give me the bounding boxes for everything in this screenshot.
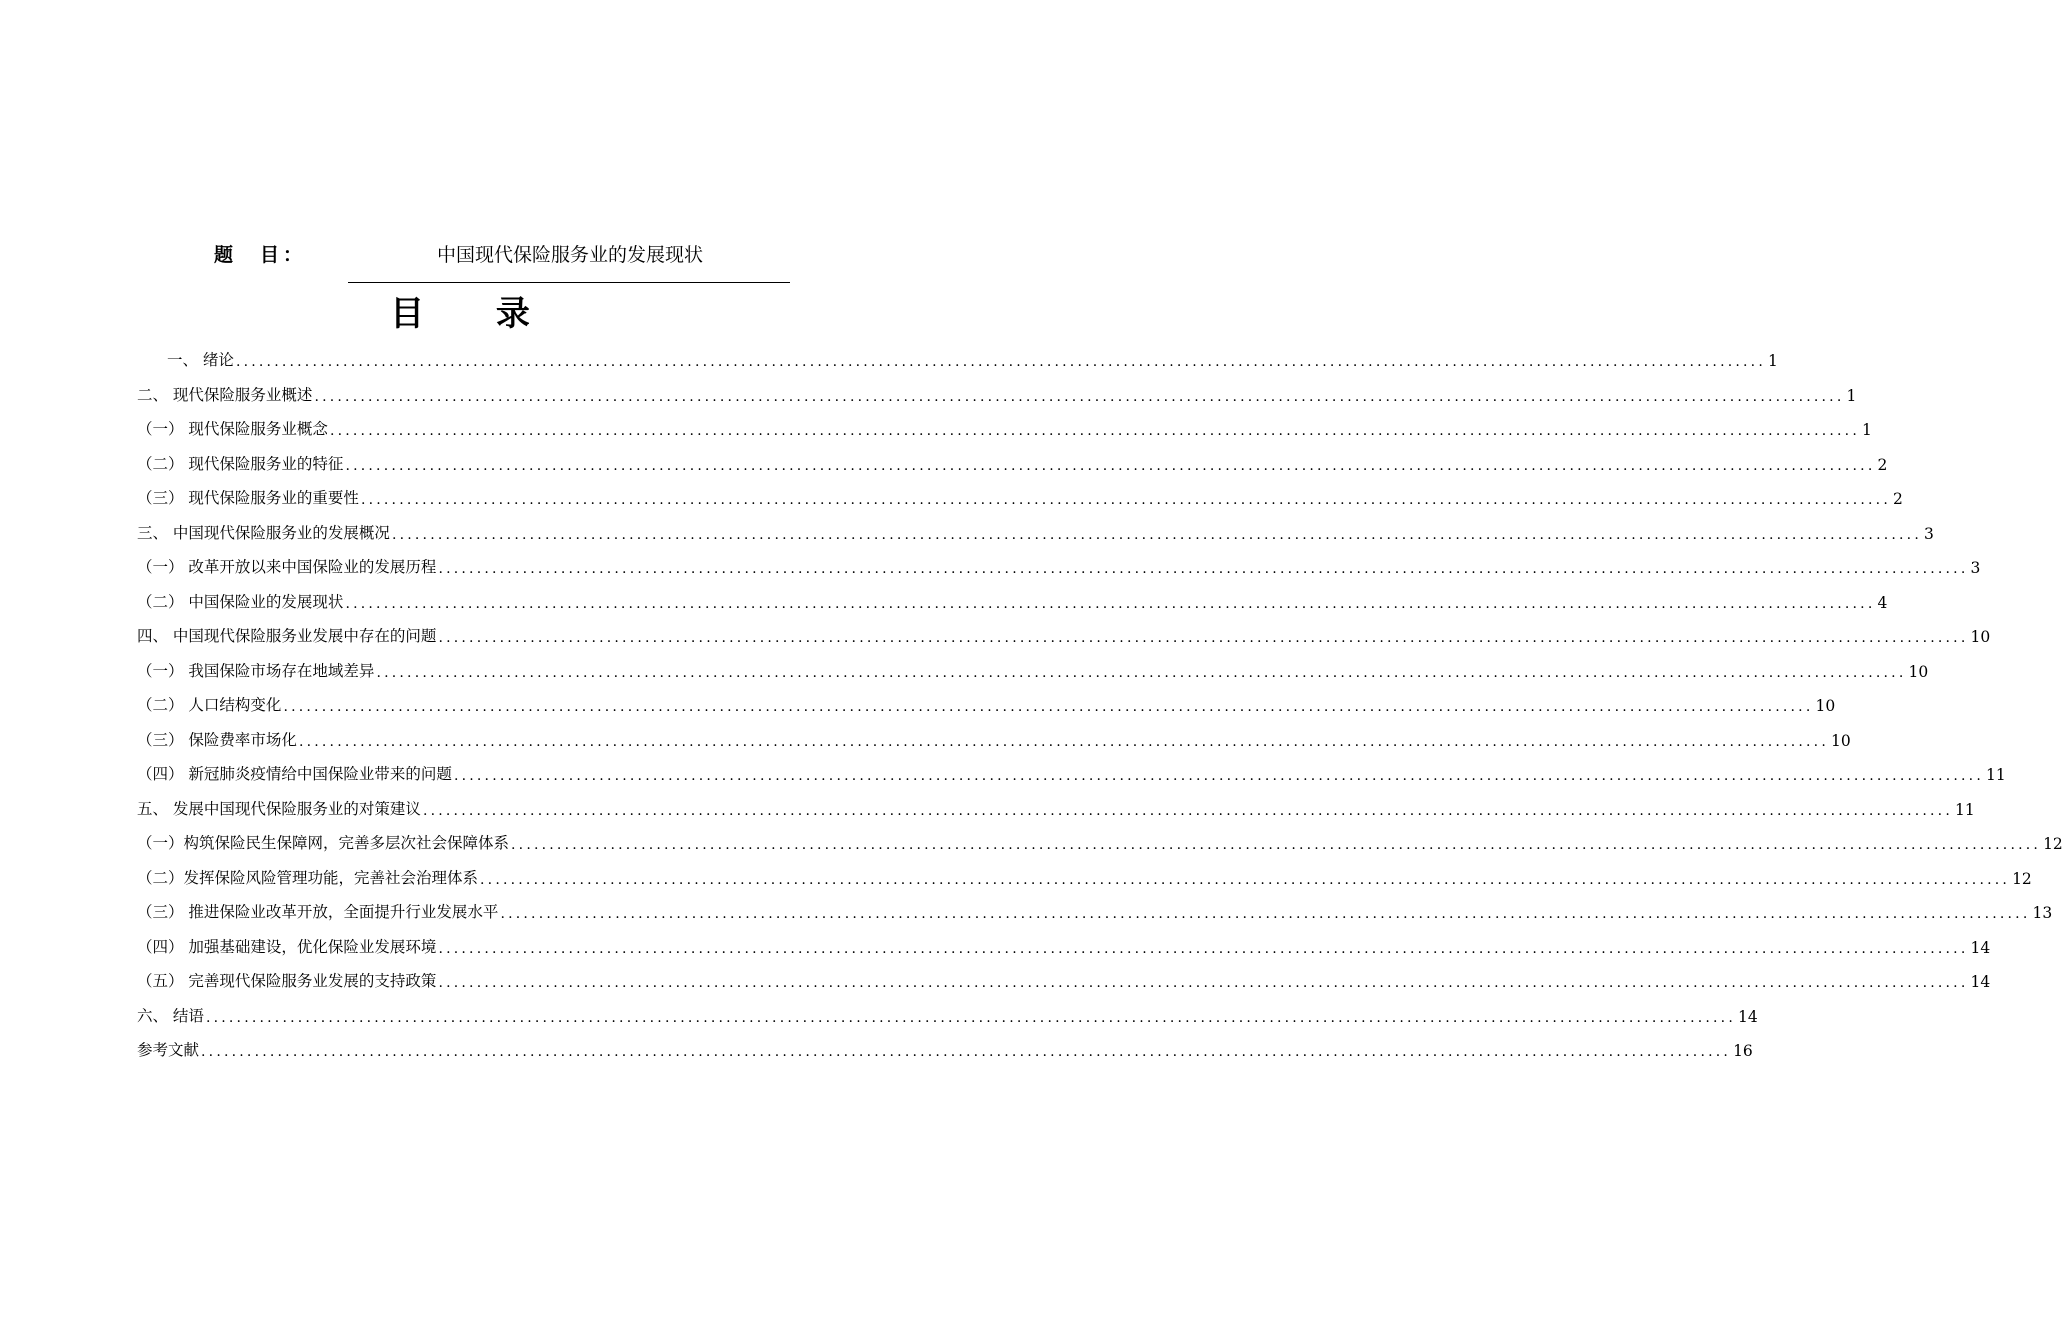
toc-item[interactable] xyxy=(167,346,1778,370)
toc-item[interactable] xyxy=(137,588,1888,612)
toc-item[interactable] xyxy=(137,898,2053,922)
toc-item-page: 3 xyxy=(1923,524,1934,543)
toc-item-page: 12 xyxy=(2043,835,2063,853)
toc-leader-dots: ........................................................................................................................................................................................................ xyxy=(453,768,1984,784)
title-row xyxy=(0,240,950,274)
toc-item-page: 1 xyxy=(1861,421,1872,439)
toc-leader-dots: ........................................................................................................................................................................................................ xyxy=(201,1044,1732,1060)
toc-item-label: （三） 推进保险业改革开放，全面提升行业发展水平 xyxy=(137,903,499,921)
toc-leader-dots: ........................................................................................................................................................................................................ xyxy=(376,664,1907,681)
toc-item-page: 3 xyxy=(1970,559,1981,577)
toc-item-page: 14 xyxy=(1970,973,1991,991)
toc-leader-dots: ........................................................................................................................................................................................................ xyxy=(391,526,1922,543)
toc-item[interactable] xyxy=(137,553,1981,577)
toc-leader-dots: ........................................................................................................................................................................................................ xyxy=(283,699,1814,715)
toc-item-page: 4 xyxy=(1877,593,1888,612)
toc-item-label: 一、 绪论 xyxy=(167,351,234,369)
toc-leader-dots: ........................................................................................................................................................................................................ xyxy=(345,595,1876,612)
toc-item[interactable] xyxy=(137,760,2006,784)
toc-item-page: 10 xyxy=(1830,731,1851,750)
toc-leader-dots: ........................................................................................................................................................................................................ xyxy=(511,837,2042,853)
toc-leader-dots: ........................................................................................................................................................................................................ xyxy=(235,354,1766,370)
toc-leader-dots: ........................................................................................................................................................................................................ xyxy=(500,906,2031,922)
toc-item-page: 11 xyxy=(1954,800,1975,819)
thesis-title: 中国现代保险服务业的发展现状 xyxy=(436,244,703,266)
toc-item-label: （四） 新冠肺炎疫情给中国保险业带来的问题 xyxy=(137,765,452,783)
toc-item-label: 五、 发展中国现代保险服务业的对策建议 xyxy=(137,799,421,818)
toc-item-label: 二、 现代保险服务业概述 xyxy=(137,385,313,404)
toc-item[interactable] xyxy=(137,726,1851,750)
toc-item-label: （二） 现代保险服务业的特征 xyxy=(137,454,344,473)
title-underline xyxy=(348,282,790,283)
toc-item-page: 10 xyxy=(1908,662,1929,681)
title-label: 题 目： xyxy=(214,244,307,266)
toc-item-label: 三、 中国现代保险服务业的发展概况 xyxy=(137,523,390,542)
toc-item-label: （三） 保险费率市场化 xyxy=(137,730,297,749)
toc-item-page: 10 xyxy=(1815,697,1836,715)
toc-item-label: （二）发挥保险风险管理功能，完善社会治理体系 xyxy=(137,868,479,887)
toc-heading: 目 录 xyxy=(390,294,560,334)
toc-leader-dots: ........................................................................................................................................................................................................ xyxy=(314,388,1845,405)
toc-leader-dots: ........................................................................................................................................................................................................ xyxy=(422,802,1953,819)
toc-item-label: （一） 现代保险服务业概念 xyxy=(137,420,328,438)
toc-item-label: （四） 加强基础建设，优化保险业发展环境 xyxy=(137,937,437,956)
toc-item-page: 16 xyxy=(1733,1042,1753,1060)
toc-item-page: 11 xyxy=(1985,766,2006,784)
toc-item[interactable] xyxy=(137,622,1991,646)
toc-item-label: （二） 人口结构变化 xyxy=(137,696,282,714)
toc-item-page: 1 xyxy=(1767,352,1778,370)
toc-leader-dots: ........................................................................................................................................................................................................ xyxy=(298,733,1829,750)
toc-leader-dots: ........................................................................................................................................................................................................ xyxy=(438,940,1969,957)
toc-item-page: 14 xyxy=(1737,1007,1758,1026)
toc-item-label: 参考文献 xyxy=(137,1041,200,1059)
toc-item-label: （一） 改革开放以来中国保险业的发展历程 xyxy=(137,558,437,576)
toc-leader-dots: ........................................................................................................................................................................................................ xyxy=(205,1009,1736,1026)
toc-item-label: （三） 现代保险服务业的重要性 xyxy=(137,489,359,507)
toc-item[interactable] xyxy=(137,381,1857,405)
toc-item-page: 2 xyxy=(1892,490,1903,508)
toc-item[interactable] xyxy=(137,1036,1753,1060)
toc-item[interactable] xyxy=(137,933,1991,957)
toc-item-label: （一） 我国保险市场存在地域差异 xyxy=(137,661,375,680)
toc-item[interactable] xyxy=(137,519,1934,543)
toc-leader-dots: ........................................................................................................................................................................................................ xyxy=(438,561,1969,577)
toc-item-page: 14 xyxy=(1970,938,1991,957)
toc-leader-dots: ........................................................................................................................................................................................................ xyxy=(329,423,1860,439)
toc-leader-dots: ........................................................................................................................................................................................................ xyxy=(345,457,1876,474)
toc-item[interactable] xyxy=(137,450,1888,474)
toc-item[interactable] xyxy=(137,657,1929,681)
toc-item[interactable] xyxy=(137,967,1991,991)
toc-leader-dots: ........................................................................................................................................................................................................ xyxy=(360,492,1891,508)
toc-leader-dots: ........................................................................................................................................................................................................ xyxy=(438,630,1969,646)
toc-item[interactable] xyxy=(137,795,1975,819)
toc-item-page: 2 xyxy=(1877,455,1888,474)
toc-item[interactable] xyxy=(137,415,1872,439)
toc-item-label: 六、 结语 xyxy=(137,1006,204,1025)
toc-item-label: 四、 中国现代保险服务业发展中存在的问题 xyxy=(137,627,437,645)
toc-item-page: 1 xyxy=(1846,386,1857,405)
toc-item-label: （一）构筑保险民生保障网，完善多层次社会保障体系 xyxy=(137,834,510,852)
toc-leader-dots: ........................................................................................................................................................................................................ xyxy=(438,975,1969,991)
toc-item[interactable] xyxy=(137,864,2032,888)
toc-item-page: 10 xyxy=(1970,628,1991,646)
toc-item[interactable] xyxy=(137,1002,1758,1026)
toc-item[interactable] xyxy=(137,691,1836,715)
toc-item-page: 12 xyxy=(2012,869,2032,888)
toc-item-label: （五） 完善现代保险服务业发展的支持政策 xyxy=(137,972,437,990)
toc-item[interactable] xyxy=(137,484,1903,508)
toc-item[interactable] xyxy=(137,829,2063,853)
toc-item-page: 13 xyxy=(2032,904,2053,922)
toc-leader-dots: ........................................................................................................................................................................................................ xyxy=(480,871,2011,888)
toc-item-label: （二） 中国保险业的发展现状 xyxy=(137,592,344,611)
